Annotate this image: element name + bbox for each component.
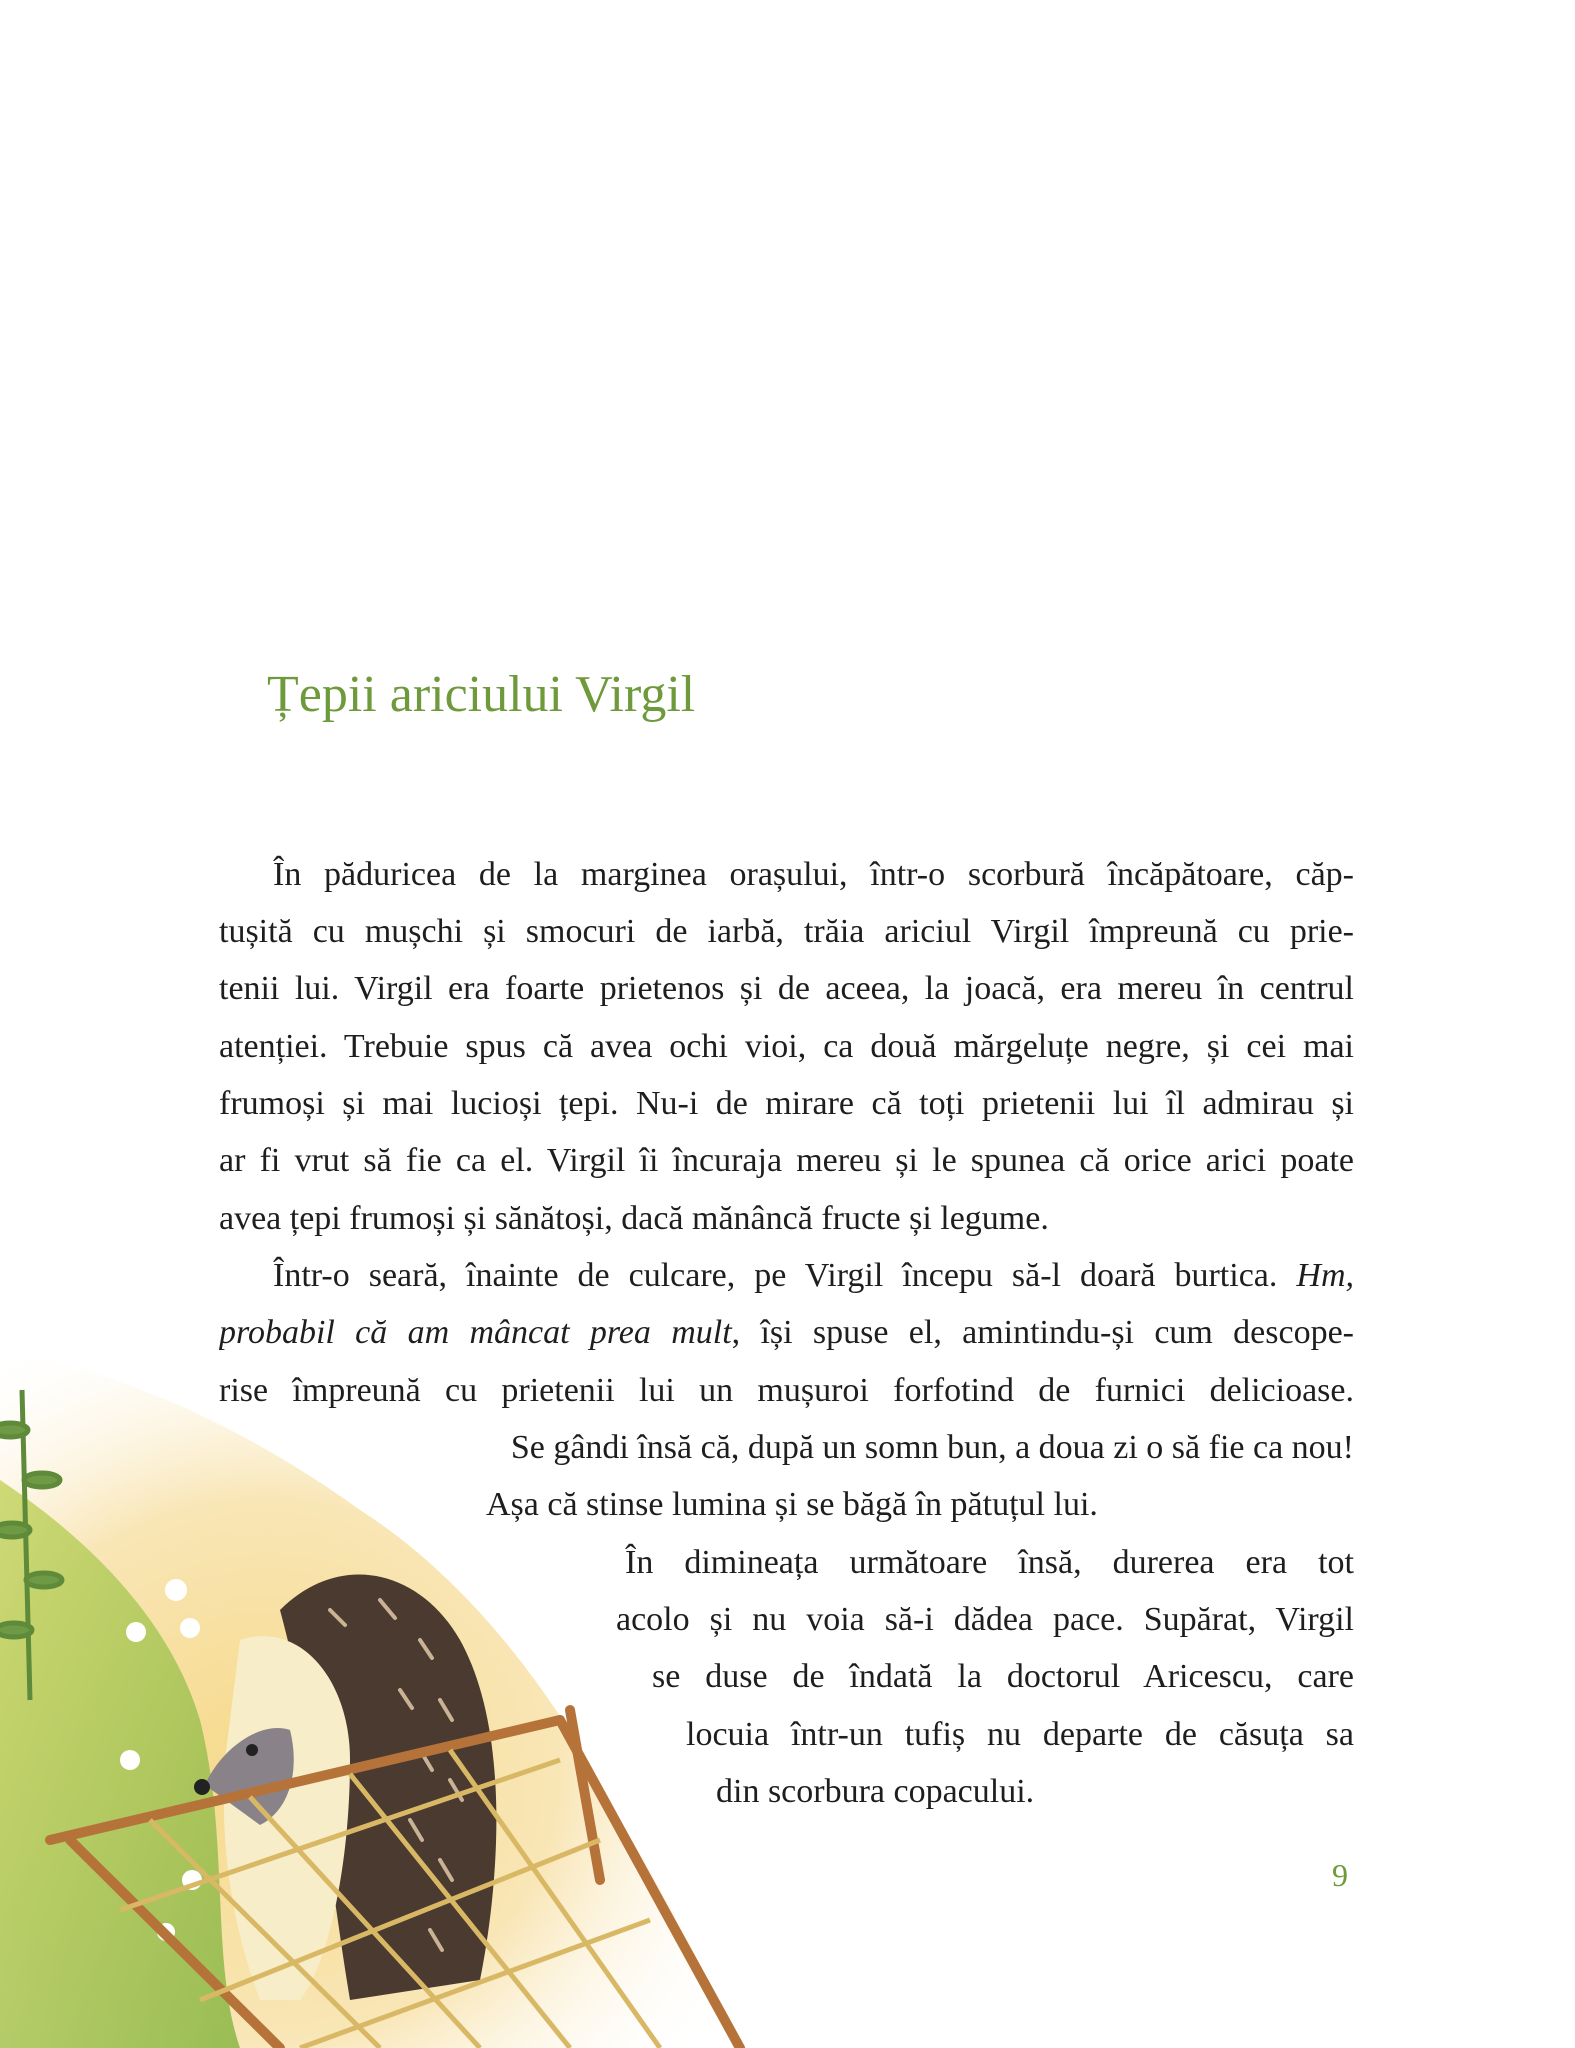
text-line: atenției. Trebuie spus că avea ochi vioi, ca două mărgeluțe negre, și cei mai [219,1028,1354,1065]
text-line: tenii lui. Virgil era foarte prietenos și de aceea, la joacă, era mereu în centrul [219,970,1354,1007]
text-line [273,1256,1354,1296]
text-line: frumoși și mai lucioși țepi. Nu-i de mirare că toți prietenii lui îl admirau și [219,1085,1354,1122]
italic-thought: probabil că am mâncat prea mult [219,1314,732,1351]
text-line: locuia într-un tufiș nu departe de căsuța sa [686,1716,1354,1753]
text-span: Într-o seară, înainte de culcare, pe Virgil începu să-l doară burtica. [273,1257,1278,1294]
text-line [219,1313,1354,1353]
text-line: ar fi vrut să fie ca el. Virgil îi încuraja mereu și le spunea că orice arici poate [219,1142,1354,1179]
text-line: În dimineața următoare însă, durerea era tot [625,1544,1354,1581]
story-title: Țepii ariciului Virgil [267,666,696,723]
text-line: acolo și nu voia să-i dădea pace. Supărat, Virgil [616,1601,1354,1638]
text-line: În păduricea de la marginea orașului, într-o scorbură încăpătoare, căp- [273,856,1354,893]
page-number: 9 [1332,1857,1348,1893]
text-line: Așa că stinse lumina și se băgă în pătuțul lui. [486,1486,1098,1523]
text-span: , își spuse el, amintindu-și cum descope- [731,1314,1354,1351]
text-line: avea țepi frumoși și sănătoși, dacă mănâncă fructe și legume. [219,1200,1049,1237]
text-line: tușită cu mușchi și smocuri de iarbă, trăia ariciul Virgil împreună cu prie- [219,913,1354,950]
text-line: se duse de îndată la doctorul Aricescu, care [652,1658,1354,1695]
italic-thought: Hm, [1296,1257,1354,1294]
text-line: din scorbura copacului. [716,1773,1035,1810]
text-line: rise împreună cu prietenii lui un mușuroi forfotind de furnici delicioase. [219,1372,1354,1409]
text-line: Se gândi însă că, după un somn bun, a doua zi o să fie ca nou! [510,1429,1354,1466]
